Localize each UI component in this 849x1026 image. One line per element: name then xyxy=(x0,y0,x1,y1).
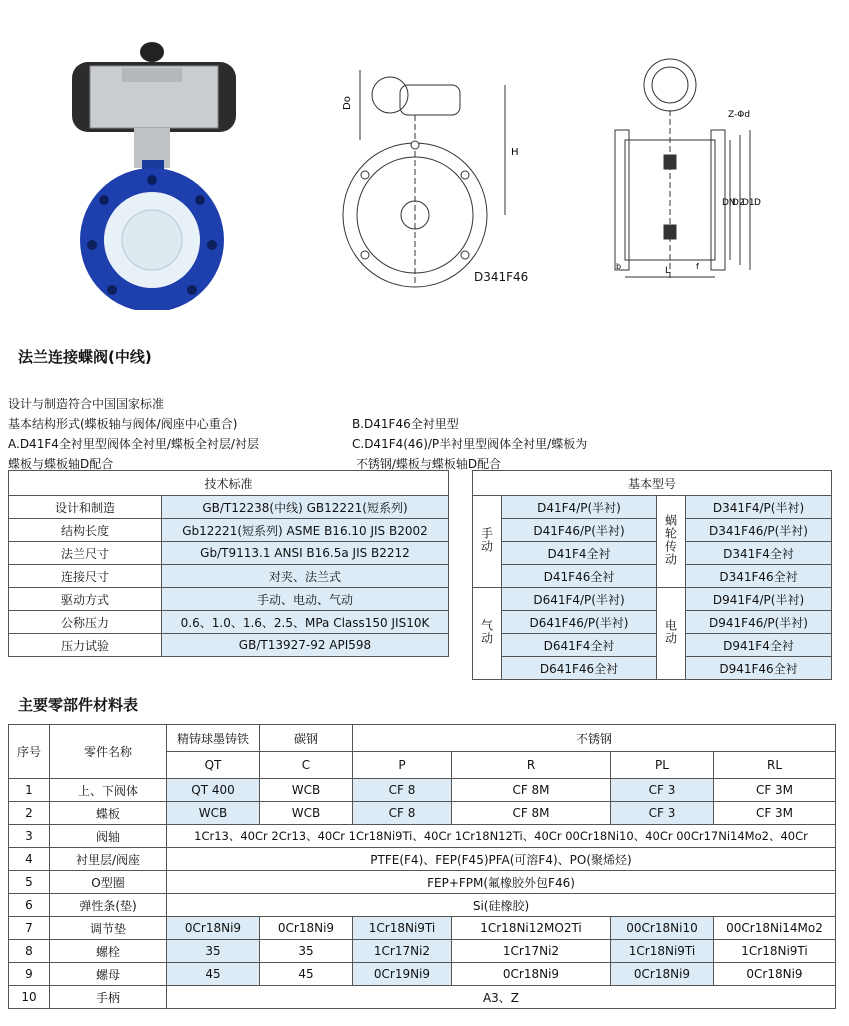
dim-f: f xyxy=(696,262,699,271)
dim-l: L xyxy=(665,266,671,276)
table-row xyxy=(9,986,836,1009)
table-cell: CF 8M xyxy=(452,779,611,802)
dim-dn: DN xyxy=(722,198,736,208)
table-cell: 弹性条(垫) xyxy=(50,894,167,917)
dim-b: b xyxy=(616,262,622,271)
table-cell: 1Cr18Ni9Ti xyxy=(353,917,452,940)
table-cell: D941F46全衬 xyxy=(686,657,832,680)
table-cell: 6 xyxy=(9,894,50,917)
table-cell: 0Cr18Ni9 xyxy=(260,917,353,940)
table-cell: 连接尺寸 xyxy=(9,565,162,588)
table-cell: D941F4/P(半衬) xyxy=(686,588,832,611)
section2-title: 主要零部件材料表 xyxy=(18,696,139,714)
table-cell: FEP+FPM(氟橡胶外包F46) xyxy=(167,871,836,894)
model-table xyxy=(472,470,832,680)
section1-title: 法兰连接蝶阀(中线) xyxy=(18,348,152,366)
table-cell: 0Cr18Ni9 xyxy=(167,917,260,940)
dim-h: H xyxy=(511,147,519,158)
table-cell: QT xyxy=(167,752,260,779)
table-cell: 结构长度 xyxy=(9,519,162,542)
table-cell: 7 xyxy=(9,917,50,940)
dim-do: Do xyxy=(342,96,353,110)
table-cell: D41F46全衬 xyxy=(502,565,657,588)
table-cell: 9 xyxy=(9,963,50,986)
table-cell: D41F4全衬 xyxy=(502,542,657,565)
table-cell: D341F46全衬 xyxy=(686,565,832,588)
table-cell: 0Cr18Ni9 xyxy=(611,963,714,986)
table-cell: D641F4全衬 xyxy=(502,634,657,657)
drawing-label: D341F46 xyxy=(474,270,529,284)
table-cell: PL xyxy=(611,752,714,779)
table-cell: 手动 xyxy=(473,496,502,588)
table-cell: R xyxy=(452,752,611,779)
table-cell: 零件名称 xyxy=(50,725,167,779)
table-cell: CF 3M xyxy=(714,802,836,825)
table-cell: D941F4全衬 xyxy=(686,634,832,657)
table-row xyxy=(9,802,836,825)
table-row xyxy=(9,848,836,871)
table-cell: P xyxy=(353,752,452,779)
table-cell: 0.6、1.0、1.6、2.5、MPa Class150 JIS10K xyxy=(162,611,449,634)
table-cell: 35 xyxy=(260,940,353,963)
table-cell: D641F46/P(半衬) xyxy=(502,611,657,634)
table-cell: 蜗轮传动 xyxy=(657,496,686,588)
table-cell: 0Cr19Ni9 xyxy=(353,963,452,986)
dim-z: Z-Φd xyxy=(728,110,751,120)
tech-standard-table xyxy=(8,470,449,657)
table-cell: 衬里层/阀座 xyxy=(50,848,167,871)
table-cell: D641F4/P(半衬) xyxy=(502,588,657,611)
drawing-section xyxy=(610,45,770,285)
table-cell: 公称压力 xyxy=(9,611,162,634)
table-cell: Gb12221(短系列) ASME B16.10 JIS B2002 xyxy=(162,519,449,542)
table-cell: PTFE(F4)、FEP(F45)PFA(可溶F4)、PO(聚烯烃) xyxy=(167,848,836,871)
table-row xyxy=(9,917,836,940)
table-cell: 压力试验 xyxy=(9,634,162,657)
table-cell: 8 xyxy=(9,940,50,963)
table-cell: D341F4全衬 xyxy=(686,542,832,565)
table-cell: WCB xyxy=(167,802,260,825)
table-cell: 0Cr18Ni9 xyxy=(452,963,611,986)
table-cell: D941F46/P(半衬) xyxy=(686,611,832,634)
table-cell: D341F4/P(半衬) xyxy=(686,496,832,519)
table-cell: 2 xyxy=(9,802,50,825)
table-row xyxy=(9,940,836,963)
table-row xyxy=(9,825,836,848)
table-row xyxy=(9,871,836,894)
table-cell: CF 3M xyxy=(714,779,836,802)
table-cell: C xyxy=(260,752,353,779)
table-cell: WCB xyxy=(260,779,353,802)
table-row xyxy=(9,963,836,986)
table-cell: D341F46/P(半衬) xyxy=(686,519,832,542)
table-cell: 45 xyxy=(167,963,260,986)
table-cell: 碳钢 xyxy=(260,725,353,752)
table-cell: RL xyxy=(714,752,836,779)
table-cell: 1Cr17Ni2 xyxy=(452,940,611,963)
tech-header: 技术标准 xyxy=(9,471,449,496)
table-cell: CF 8M xyxy=(452,802,611,825)
table-row xyxy=(9,894,836,917)
table-cell: 45 xyxy=(260,963,353,986)
table-cell: D41F4/P(半衬) xyxy=(502,496,657,519)
table-cell: 阀轴 xyxy=(50,825,167,848)
table-cell: 驱动方式 xyxy=(9,588,162,611)
dim-d2: D2 xyxy=(732,198,745,208)
valve-photo xyxy=(52,40,252,310)
table-cell: D41F46/P(半衬) xyxy=(502,519,657,542)
table-cell: O型圈 xyxy=(50,871,167,894)
table-cell: 手动、电动、气动 xyxy=(162,588,449,611)
table-cell: 1Cr17Ni2 xyxy=(353,940,452,963)
dim-d1: D1 xyxy=(742,198,755,208)
table-cell: GB/T13927-92 API598 xyxy=(162,634,449,657)
table-cell: 气动 xyxy=(473,588,502,680)
table-cell: 手柄 xyxy=(50,986,167,1009)
material-table xyxy=(8,724,836,1009)
table-cell: 00Cr18Ni14Mo2 xyxy=(714,917,836,940)
table-cell: Gb/T9113.1 ANSI B16.5a JIS B2212 xyxy=(162,542,449,565)
table-cell: QT 400 xyxy=(167,779,260,802)
table-cell: A3、Z xyxy=(167,986,836,1009)
table-cell: 设计和制造 xyxy=(9,496,162,519)
table-cell: 调节垫 xyxy=(50,917,167,940)
table-cell: 螺母 xyxy=(50,963,167,986)
model-header: 基本型号 xyxy=(473,471,832,496)
dim-d: D xyxy=(754,198,761,208)
table-cell: Si(硅橡胶) xyxy=(167,894,836,917)
table-cell: 1Cr18Ni12MO2Ti xyxy=(452,917,611,940)
table-cell: 蝶板 xyxy=(50,802,167,825)
table-cell: CF 3 xyxy=(611,779,714,802)
table-row xyxy=(9,779,836,802)
table-cell: 1Cr13、40Cr 2Cr13、40Cr 1Cr18Ni9Ti、40Cr 1Cr18N12Ti、40Cr 00Cr18Ni10、40Cr 00Cr17Ni14Mo2、40Cr xyxy=(167,825,836,848)
table-cell: GB/T12238(中线) GB12221(短系列) xyxy=(162,496,449,519)
table-cell: CF 3 xyxy=(611,802,714,825)
table-cell: 电动 xyxy=(657,588,686,680)
table-cell: 精铸球墨铸铁 xyxy=(167,725,260,752)
table-cell: D641F46全衬 xyxy=(502,657,657,680)
table-cell: 对夹、法兰式 xyxy=(162,565,449,588)
table-cell: 1 xyxy=(9,779,50,802)
table-cell: 螺栓 xyxy=(50,940,167,963)
table-cell: 35 xyxy=(167,940,260,963)
table-cell: CF 8 xyxy=(353,779,452,802)
section1-left: 设计与制造符合中国国家标准 基本结构形式(蝶板轴与阀体/阀座中心重合) A.D41F4全衬里型阀体全衬里/蝶板全衬层/衬层 蝶板与蝶板轴D配合 xyxy=(8,397,259,471)
section1-right: B.D41F46全衬里型 C.D41F4(46)/P半衬里型阀体全衬里/蝶板为 不锈钢/蝶板与蝶板轴D配合 xyxy=(352,417,588,471)
table-cell: 3 xyxy=(9,825,50,848)
table-cell: 序号 xyxy=(9,725,50,779)
table-cell: 4 xyxy=(9,848,50,871)
table-cell: 00Cr18Ni10 xyxy=(611,917,714,940)
table-cell: 1Cr18Ni9Ti xyxy=(611,940,714,963)
drawing-d341f46 xyxy=(335,45,535,295)
table-cell: WCB xyxy=(260,802,353,825)
table-cell: 5 xyxy=(9,871,50,894)
table-cell: 法兰尺寸 xyxy=(9,542,162,565)
table-cell: 10 xyxy=(9,986,50,1009)
table-cell: 上、下阀体 xyxy=(50,779,167,802)
table-cell: 1Cr18Ni9Ti xyxy=(714,940,836,963)
table-cell: 不锈钢 xyxy=(353,725,836,752)
table-cell: CF 8 xyxy=(353,802,452,825)
table-cell: 0Cr18Ni9 xyxy=(714,963,836,986)
